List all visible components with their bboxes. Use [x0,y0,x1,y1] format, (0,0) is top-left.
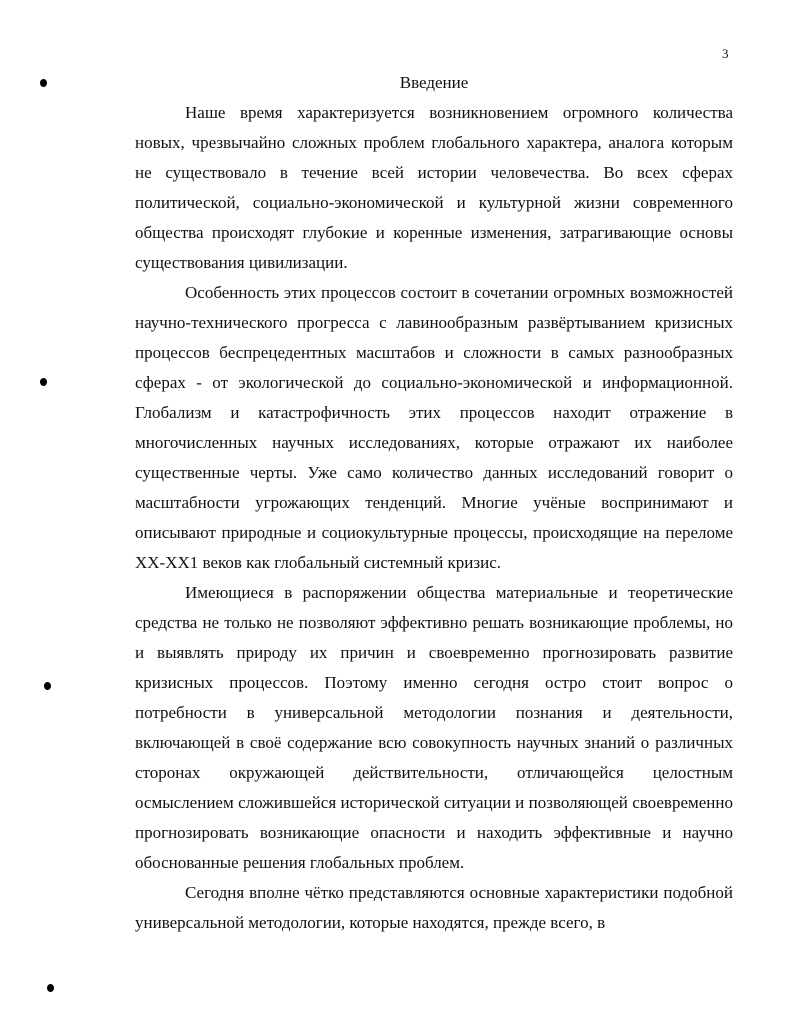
paragraph-2: Особенность этих процессов состоит в сочетании огромных возможностей научно-технического прогресса с лавинообразным развёртыванием кризисных процессов беспрецедентных масштабов и сложности в самых разнообразных сферах - от экологической до социально-экономической и информационной. Глобализм и катастрофичность этих процессов находит отражение в многочисленных научных исследованиях, которые отражают их наиболее существенные черты. Уже само количество данных исследований говорит о масштабности угрожающих тенденций. Многие учёные воспринимают и описывают природные и социокультурные процессы, происходящие на переломе XX-XX1 веков как глобальный системный кризис. [135,283,733,572]
margin-bullet-mark [47,984,54,992]
page-number: 3 [722,46,729,61]
paragraph-1: Наше время характеризуется возникновением огромного количества новых, чрезвычайно сложных проблем глобального характера, аналога которым не существовало в течение всей истории человечества. Во всех сферах политической, социально-экономической и культурной жизни современного общества происходят глубокие и коренные изменения, затрагивающие основы существования цивилизации. [135,103,733,272]
document-body [135,98,733,938]
page-title: Введение [399,73,469,92]
margin-bullet-mark [40,79,47,87]
paragraph-3: Имеющиеся в распоряжении общества материальные и теоретические средства не только не позволяют эффективно решать возникающие проблемы, но и выявлять природу их причин и своевременно прогнозировать развитие кризисных процессов. Поэтому именно сегодня остро стоит вопрос о потребности в универсальной методологии познания и деятельности, включающей в своё содержание всю совокупность научных знаний о различных сторонах окружающей действительности, отличающейся целостным осмыслением сложившейся исторической ситуации и позволяющей своевременно прогнозировать возникающие опасности и находить эффективные и научно обоснованные решения глобальных проблем. [135,583,733,872]
margin-bullet-mark [44,682,51,690]
margin-bullet-mark [40,378,47,386]
paragraph-4: Сегодня вполне чётко представляются основные характеристики подобной универсальной методологии, которые находятся, прежде всего, в [135,883,733,932]
